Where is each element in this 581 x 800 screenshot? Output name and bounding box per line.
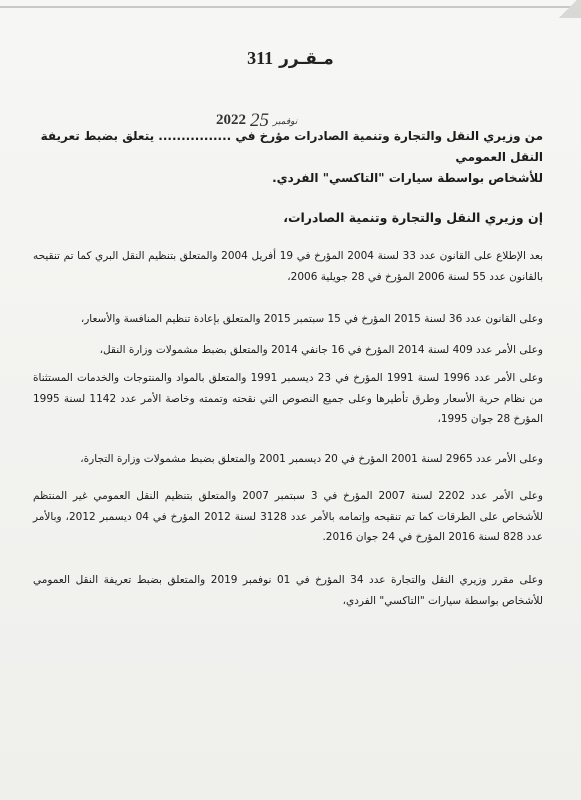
date-year: 2022 — [216, 112, 246, 128]
paragraph-decree-1996: وعلى الأمر عدد 1996 لسنة 1991 المؤرخ في 23 ديسمبر 1991 والمتعلق بالمواد والمنتوجات والخدمات المستثناة من نظام حرية الأسعار وطرق تأطيرها وعلى جميع النصوص التي نقحته وتممته وخاصة الأمر عدد 1142 لسنة 1995 المؤرخ 28 جوان 1995، — [33, 372, 544, 425]
page-corner — [555, 0, 581, 18]
title-number: 311 — [247, 48, 274, 68]
paragraph-law-2015: وعلى القانون عدد 36 لسنة 2015 المؤرخ في 15 سبتمبر 2015 والمتعلق بإعادة تنظيم المنافسة والأسعار، — [80, 313, 543, 325]
date-day: 25 — [250, 110, 269, 131]
paragraph-decree-2965: وعلى الأمر عدد 2965 لسنة 2001 المؤرخ في 20 ديسمبر 2001 والمتعلق بضبط مشمولات وزارة التجارة، — [80, 453, 543, 465]
heading-line-2: للأشخاص بواسطة سيارات "التاكسي" الفردي. — [272, 171, 543, 185]
page-fold-line — [0, 6, 581, 8]
paragraph-decree-409: وعلى الأمر عدد 409 لسنة 2014 المؤرخ في 16 جانفي 2014 والمتعلق بضبط مشمولات وزارة النقل، — [99, 344, 543, 356]
title-word: مـقـرر — [279, 49, 334, 69]
preamble: إن وزيري النقل والتجارة وتنمية الصادرات، — [283, 210, 543, 225]
decision-title — [0, 48, 581, 69]
date-month: نوفمبر — [273, 116, 298, 126]
paragraph-law-2004: بعد الإطلاع على القانون عدد 33 لسنة 2004 المؤرخ في 19 أفريل 2004 والمتعلق بتنظيم النقل البري كما تم تنقيحه بالقانون عدد 55 لسنة 2006 المؤرخ في 28 جويلية 2006، — [33, 250, 543, 283]
paragraph-decision-34: وعلى مقرر وزيري النقل والتجارة عدد 34 المؤرخ في 01 نوفمبر 2019 والمتعلق بضبط تعريفة النقل العمومي للأشخاص بواسطة سيارات "التاكسي" الفردي، — [33, 574, 544, 607]
heading-text-b: يتعلق بضبط تعريفة النقل العمومي — [40, 129, 543, 164]
heading-text-a: من وزيري النقل والتجارة وتنمية الصادرات مؤرخ في — [235, 129, 543, 143]
decision-heading — [33, 126, 543, 189]
heading-date-blank: ................ — [158, 129, 232, 143]
heading-line-1 — [33, 126, 543, 168]
paragraph-decree-2202: وعلى الأمر عدد 2202 لسنة 2007 المؤرخ في 3 سبتمبر 2007 والمتعلق بتنظيم النقل العمومي غير المنتظم للأشخاص على الطرقات كما تم تنقيحه وإتمامه بالأمر عدد 3128 لسنة 2012 المؤرخ في 04 ديسمبر 2012، وبالأمر عدد 828 لسنة 2016 المؤرخ في 24 جوان 2016. — [33, 490, 544, 543]
